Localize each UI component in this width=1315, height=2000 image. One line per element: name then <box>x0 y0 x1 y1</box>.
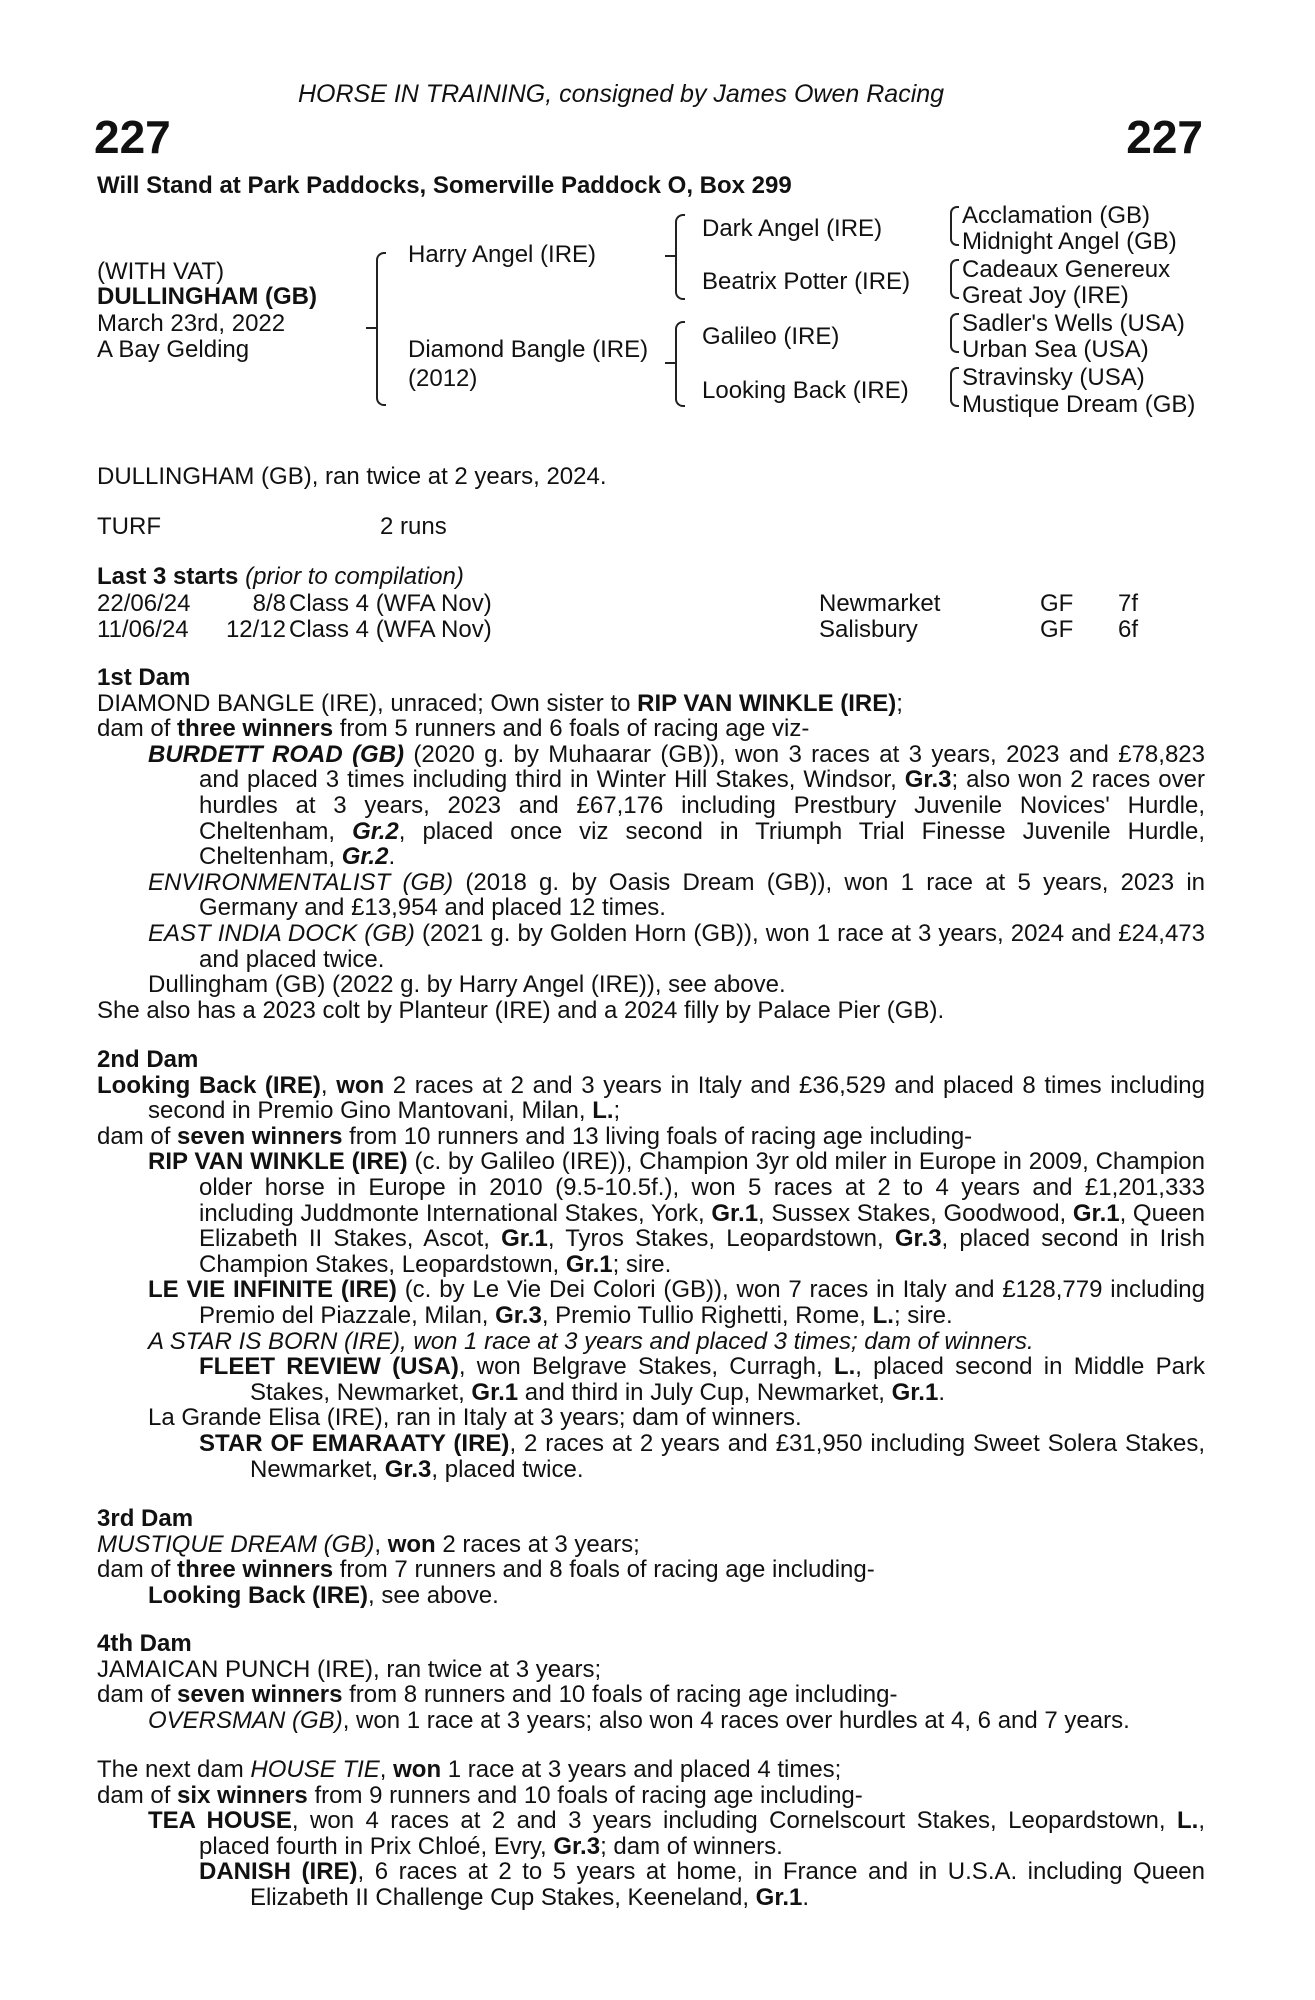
second-dam-section <box>97 1047 1205 1482</box>
race-position: 12/12 <box>225 616 286 643</box>
produce-entry: Looking Back (IRE), see above. <box>148 1581 499 1609</box>
pedigree-dam-sire: Galileo (IRE) <box>702 323 840 350</box>
pedigree-brace-sire-point <box>665 255 675 257</box>
pedigree-sire: Harry Angel (IRE) <box>408 241 597 268</box>
first-dam-line: DIAMOND BANGLE (IRE), unraced; Own sister to RIP VAN WINKLE (IRE); <box>97 689 903 717</box>
pedigree-sire-dam: Beatrix Potter (IRE) <box>702 268 911 295</box>
race-going: GF <box>1040 616 1074 643</box>
second-dam-produce-line: dam of seven winners from 10 runners and 13 living foals of racing age including- <box>97 1122 973 1150</box>
produce-entry: BURDETT ROAD (GB) (2020 g. by Muhaarar (GB)), won 3 races at 3 years, 2023 and £78,823 and placed 3 times including third in Winter Hill Stakes, Windsor, Gr.3; also won 2 races over hurdles at 3 years, 2023 and £67,176 including Prestbury Juvenile Novices' Hurdle, Cheltenham, Gr.2, placed once viz second in Triumph Trial Finesse Juvenile Hurdle, Cheltenham, Gr.2. <box>148 740 1205 871</box>
consignment-title: HORSE IN TRAINING, consigned by James Owen Racing <box>298 80 945 108</box>
produce-entry: Dullingham (GB) (2022 g. by Harry Angel (IRE)), see above. <box>148 971 786 999</box>
pedigree-brace-g3 <box>950 313 959 353</box>
produce-entry: EAST INDIA DOCK (GB) (2021 g. by Golden Horn (GB)), won 1 race at 3 years, 2024 and £24,473 and placed twice. <box>148 919 1206 973</box>
race-distance: 7f <box>1118 590 1139 617</box>
grand-produce-entry: FLEET REVIEW (USA), won Belgrave Stakes, Curragh, L., placed second in Middle Park Stakes, Newmarket, Gr.1 and third in July Cup, Newmarket, Gr.1. <box>199 1353 1205 1406</box>
third-dam-heading: 3rd Dam <box>97 1505 194 1532</box>
stand-location: Will Stand at Park Paddocks, Somerville Paddock O, Box 299 <box>97 172 792 199</box>
pedigree-g7: Stravinsky (USA) <box>962 364 1145 391</box>
fourth-dam-line: JAMAICAN PUNCH (IRE), ran twice at 3 years; <box>97 1655 602 1683</box>
pedigree-g1: Acclamation (GB) <box>962 202 1151 229</box>
fourth-dam-produce-line: dam of seven winners from 8 runners and 10 foals of racing age including- <box>97 1681 898 1709</box>
pedigree-brace-dam <box>675 321 685 407</box>
fourth-dam-heading: 4th Dam <box>97 1630 192 1657</box>
pedigree-brace-g4 <box>950 367 959 407</box>
first-dam-note: She also has a 2023 colt by Planteur (IRE) and a 2024 filly by Palace Pier (GB). <box>97 996 945 1024</box>
foaling-date: March 23rd, 2022 <box>97 310 286 337</box>
produce-entry: LE VIE INFINITE (IRE) (c. by Le Vie Dei Colori (GB)), won 7 races in Italy and £128,779 including Premio del Piazzale, Milan, Gr.3, Premio Tullio Righetti, Rome, L.; sire. <box>148 1276 1206 1329</box>
pedigree-g3: Cadeaux Genereux <box>962 256 1171 283</box>
pedigree-brace-dam-point <box>665 362 675 364</box>
produce-entry: TEA HOUSE, won 4 races at 2 and 3 years including Cornelscourt Stakes, Leopardstown, L., placed fourth in Prix Chloé, Evry, Gr.3; dam of winners. <box>148 1807 1206 1860</box>
pedigree-brace-g2 <box>950 259 959 299</box>
pedigree-g5: Sadler's Wells (USA) <box>962 310 1185 337</box>
race-course: Salisbury <box>819 616 918 643</box>
produce-entry: ENVIRONMENTALIST (GB) (2018 g. by Oasis Dream (GB)), won 1 race at 5 years, 2023 in Germany and £13,954 and placed 12 times. <box>148 868 1205 922</box>
last-starts-heading <box>97 564 464 590</box>
grand-produce-entry: DANISH (IRE), 6 races at 2 to 5 years at home, in France and in U.S.A. including Queen Elizabeth II Challenge Cup Stakes, Keeneland, Gr.1. <box>199 1858 1206 1911</box>
second-dam-line: Looking Back (IRE), won 2 races at 2 and 3 years in Italy and £36,529 and placed 8 times including second in Premio Gino Mantovani, Milan, L.; <box>97 1071 1206 1125</box>
horse-name: DULLINGHAM (GB) <box>97 283 317 310</box>
lot-number-left: 227 <box>94 111 171 163</box>
pedigree-brace-main <box>376 252 386 406</box>
next-dam-section <box>97 1757 1205 1911</box>
produce-entry: A STAR IS BORN (IRE), won 1 race at 3 years and placed 3 times; dam of winners. <box>148 1327 1034 1355</box>
vat-note: (WITH VAT) <box>97 258 225 285</box>
turf-label: TURF <box>97 513 161 540</box>
pedigree-g2: Midnight Angel (GB) <box>962 228 1177 255</box>
turf-runs: 2 runs <box>380 513 447 540</box>
produce-entry: OVERSMAN (GB), won 1 race at 3 years; also won 4 races over hurdles at 4, 6 and 7 years. <box>148 1706 1130 1734</box>
pedigree-g6: Urban Sea (USA) <box>962 336 1149 363</box>
race-distance: 6f <box>1118 616 1139 643</box>
third-dam-produce-line: dam of three winners from 7 runners and 8 foals of racing age including- <box>97 1556 875 1584</box>
pedigree-dam: Diamond Bangle (IRE) <box>408 336 649 363</box>
race-class: Class 4 (WFA Nov) <box>289 616 492 643</box>
pedigree-dam-year: (2012) <box>408 365 478 392</box>
pedigree-g4: Great Joy (IRE) <box>962 282 1129 309</box>
next-dam-produce-line: dam of six winners from 9 runners and 10 foals of racing age including- <box>97 1781 863 1809</box>
first-dam-section <box>97 665 1205 1023</box>
pedigree-dam-dam: Looking Back (IRE) <box>702 377 909 404</box>
pedigree-brace-sire <box>675 214 685 300</box>
race-date: 11/06/24 <box>97 616 189 643</box>
third-dam-line: MUSTIQUE DREAM (GB), won 2 races at 3 years; <box>97 1530 640 1558</box>
race-course: Newmarket <box>819 590 941 617</box>
last-starts-title: Last 3 starts <box>97 563 239 590</box>
next-dam-line: The next dam HOUSE TIE, won 1 race at 3 years and placed 4 times; <box>97 1756 842 1783</box>
pedigree-g8: Mustique Dream (GB) <box>962 391 1196 418</box>
last-starts-note: (prior to compilation) <box>245 563 464 590</box>
race-class: Class 4 (WFA Nov) <box>289 590 492 617</box>
race-summary: DULLINGHAM (GB), ran twice at 2 years, 2024. <box>97 463 607 490</box>
race-date: 22/06/24 <box>97 590 191 617</box>
horse-description: A Bay Gelding <box>97 336 250 363</box>
pedigree-brace-main-point <box>366 327 376 329</box>
produce-entry: RIP VAN WINKLE (IRE) (c. by Galileo (IRE)), Champion 3yr old miler in Europe in 2009, Champion older horse in Europe in 2010 (9.5-10.5f.), won 5 races at 2 to 4 years and £1,201,333 including Juddmonte International Stakes, York, Gr.1, Sussex Stakes, Goodwood, Gr.1, Queen Elizabeth II Stakes, Ascot, Gr.1, Tyros Stakes, Leopardstown, Gr.3, placed second in Irish Champion Stakes, Leopardstown, Gr.1; sire. <box>148 1148 1205 1278</box>
pedigree-sire-sire: Dark Angel (IRE) <box>702 215 883 242</box>
first-dam-heading: 1st Dam <box>97 664 191 691</box>
second-dam-heading: 2nd Dam <box>97 1046 199 1073</box>
produce-entry: La Grande Elisa (IRE), ran in Italy at 3 years; dam of winners. <box>148 1404 802 1432</box>
lot-number-right: 227 <box>1126 111 1203 163</box>
race-going: GF <box>1040 590 1074 617</box>
fourth-dam-section <box>97 1631 1205 1733</box>
pedigree-brace-g1 <box>950 206 959 246</box>
third-dam-section <box>97 1506 1205 1608</box>
grand-produce-entry: STAR OF EMARAATY (IRE), 2 races at 2 years and £31,950 including Sweet Solera Stakes, Newmarket, Gr.3, placed twice. <box>199 1429 1206 1483</box>
race-position: 8/8 <box>252 590 286 617</box>
first-dam-produce-line: dam of three winners from 5 runners and 6 foals of racing age viz- <box>97 715 810 743</box>
